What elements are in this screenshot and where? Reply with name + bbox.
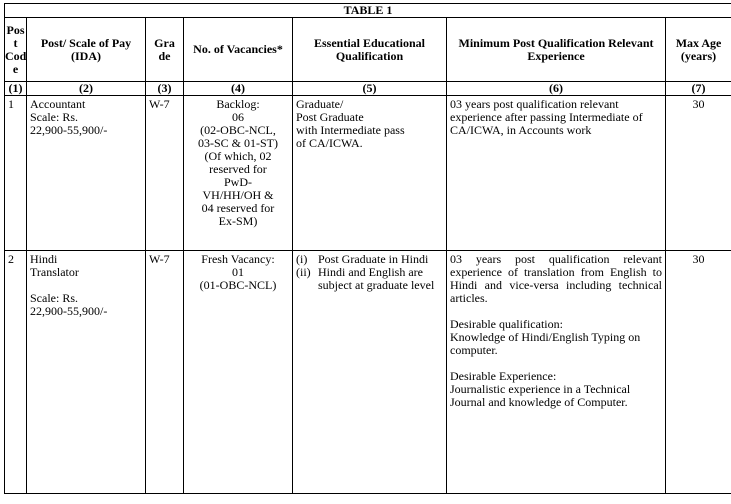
grade-cell: W-7 [146, 251, 184, 494]
qualification-list [296, 253, 443, 292]
post-line: 22,900-55,900/- [30, 123, 108, 137]
table-caption: TABLE 1 [5, 4, 731, 18]
header-post-code-line: e [12, 61, 19, 76]
desirable-qualification-title: Desirable qualification: [450, 317, 563, 331]
max-age-cell: 30 [666, 96, 731, 251]
post-line: Translator [30, 265, 79, 279]
vacancy-line: 03-SC & 01-ST) [197, 136, 278, 150]
post-cell [27, 251, 146, 494]
column-number: (1) [5, 82, 27, 96]
post-cell [27, 96, 146, 251]
column-number: (2) [27, 82, 146, 96]
header-post-code-line: Pos [6, 22, 25, 37]
header-post-scale: Post/ Scale of Pay (IDA) [27, 18, 146, 82]
post-code-cell: 2 [5, 251, 27, 494]
column-number: (4) [184, 82, 293, 96]
max-age-cell: 30 [666, 251, 731, 494]
column-number: (5) [293, 82, 447, 96]
column-number: (7) [666, 82, 731, 96]
desirable-experience-text: Journalistic experience in a Technical Journal and knowledge of Computer. [450, 382, 631, 409]
experience-cell [447, 251, 666, 494]
vacancy-line: (01-OBC-NCL) [199, 278, 277, 292]
vacancy-cell [184, 96, 293, 251]
header-post-code-line: Cod [5, 48, 27, 63]
vacancy-line: 01 [232, 265, 244, 279]
header-post-code [5, 18, 27, 82]
qualification-line: with Intermediate pass [296, 123, 405, 137]
qualification-cell [293, 96, 447, 251]
vacancy-line: reserved for [209, 162, 267, 176]
column-number: (3) [146, 82, 184, 96]
desirable-experience-title: Desirable Experience: [450, 369, 557, 383]
vacancy-line: 04 reserved for [201, 201, 275, 215]
list-marker: (i) [296, 252, 308, 266]
column-number: (6) [447, 82, 666, 96]
header-qualification: Essential Educational Qualification [293, 18, 447, 82]
vacancy-line: Fresh Vacancy: [201, 252, 275, 266]
vacancy-line: Ex-SM) [218, 214, 258, 228]
list-marker: (ii) [296, 265, 311, 279]
header-grade: Gra de [146, 18, 184, 82]
list-item-text: Post Graduate in Hindi [318, 252, 429, 266]
vacancy-line: Backlog: [216, 97, 260, 111]
vacancy-line: (Of which, 02 [204, 149, 272, 163]
grade-cell: W-7 [146, 96, 184, 251]
post-line: Accountant [30, 97, 86, 111]
experience-text: 03 years post qualification relevant experience of translation from English to Hindi and vice-versa including technical articles. [450, 252, 662, 305]
qualification-cell [293, 251, 447, 494]
vacancy-line: 06 [232, 110, 244, 124]
table-row [5, 251, 731, 494]
post-line: Hindi [30, 252, 58, 266]
vacancy-line: (02-OBC-NCL, [200, 123, 276, 137]
list-item-text: Hindi and English are subject at graduate level [318, 265, 435, 292]
vacancy-cell [184, 251, 293, 494]
header-experience: Minimum Post Qualification Relevant Experience [447, 18, 666, 82]
header-max-age: Max Age (years) [666, 18, 731, 82]
vacancy-line: VH/HH/OH & [202, 188, 274, 202]
qualification-line: Post Graduate [296, 110, 364, 124]
vacancy-line: PwD- [223, 175, 252, 189]
post-code-cell: 1 [5, 96, 27, 251]
table-row [5, 96, 731, 251]
qualification-line: Graduate/ [296, 97, 344, 111]
list-item [296, 266, 443, 292]
experience-cell: 03 years post qualification relevant experience after passing Intermediate of CA/ICWA, in Accounts work [447, 96, 666, 251]
post-scale-line: 22,900-55,900/- [30, 304, 108, 318]
post-scale-line: Scale: Rs. [30, 291, 78, 305]
header-post-code-line: t [13, 35, 18, 50]
header-vacancies: No. of Vacancies* [184, 18, 293, 82]
desirable-qualification-text: Knowledge of Hindi/English Typing on computer. [450, 330, 641, 357]
post-line: Scale: Rs. [30, 110, 78, 124]
qualification-line: of CA/ICWA. [296, 136, 363, 150]
vacancy-table [4, 3, 731, 494]
